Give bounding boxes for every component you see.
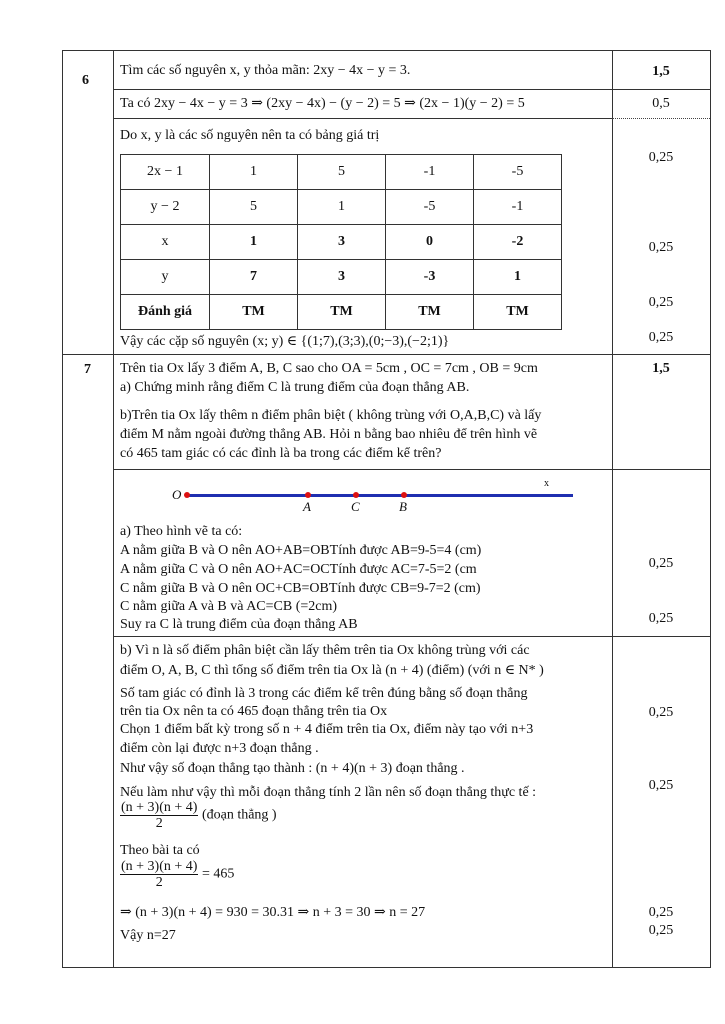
equation-suffix: = 465	[201, 866, 235, 882]
part-b-line: Số tam giác có đỉnh là 3 trong các điểm kể trên đúng bằng số đoạn thẳng	[120, 686, 528, 701]
part-b-line: Như vậy số đoạn thẳng tạo thành : (n + 4)(n + 3) đoạn thẳng .	[120, 761, 465, 776]
table-cell: -3	[386, 260, 474, 295]
row6-sub-divider-1	[113, 89, 711, 90]
row7-problem-points: 1,5	[652, 361, 670, 376]
table-cell: TM	[298, 295, 386, 330]
row6-problem: Tìm các số nguyên x, y thỏa mãn: 2xy − 4x − y = 3.	[120, 63, 411, 78]
part-b-line: b) Vì n là số điểm phân biệt cần lấy thêm trên tia Ox không trùng với các	[120, 643, 530, 658]
fraction	[120, 800, 198, 831]
final-answer: Vậy n=27	[120, 928, 176, 943]
row6-point: 0,25	[648, 240, 674, 255]
part-a-line: A nằm giữa C và O nên AO+AC=OCTính được AC=7-5=2 (cm	[120, 562, 477, 577]
points-dotted-divider	[612, 118, 710, 119]
question-number-6: 6	[82, 73, 89, 88]
table-cell: 5	[298, 155, 386, 190]
fraction	[120, 859, 198, 890]
row7-problem-line: a) Chứng minh rằng điểm C là trung điểm của đoạn thẳng AB.	[120, 380, 470, 395]
fraction-numerator: (n + 3)(n + 4)	[121, 859, 198, 874]
part-b-line: điểm O, A, B, C thì tổng số điểm trên tia Ox là (n + 4) (điểm) (với n ∈ N* )	[120, 663, 544, 678]
table-cell: 1	[210, 155, 298, 190]
part-a-line: A nằm giữa B và O nên AO+AB=OBTính được AB=9-5=4 (cm)	[120, 543, 482, 558]
table-cell: 7	[210, 260, 298, 295]
row6-step1: Ta có 2xy − 4x − y = 3 ⇒ (2xy − 4x) − (y − 2) = 5 ⇒ (2x − 1)(y − 2) = 5	[120, 96, 525, 111]
fraction-line-1	[120, 800, 277, 831]
table-cell: -1	[386, 155, 474, 190]
table-cell: -2	[474, 225, 562, 260]
theo-bai-line: Theo bài ta có	[120, 843, 200, 858]
table-cell: -5	[386, 190, 474, 225]
table-row	[121, 295, 562, 330]
part-b-line: Chọn 1 điểm bất kỳ trong số n + 4 điểm trên tia Ox, điểm này tạo với n+3	[120, 722, 534, 737]
row6-point: 0,25	[648, 330, 674, 345]
row7-sub-divider-1	[113, 469, 711, 470]
table-cell: TM	[210, 295, 298, 330]
table-cell: -1	[474, 190, 562, 225]
implication-line: ⇒ (n + 3)(n + 4) = 930 = 30.31 ⇒ n + 3 = 30 ⇒ n = 27	[120, 905, 426, 920]
part-b-point: 0,25	[648, 705, 674, 720]
table-cell: 3	[298, 260, 386, 295]
row6-sub-divider-2	[113, 118, 612, 119]
part-a-line: a) Theo hình vẽ ta có:	[120, 524, 243, 539]
table-cell: -5	[474, 155, 562, 190]
table-head-cell: Đánh giá	[121, 295, 210, 330]
part-b-line: trên tia Ox nên ta có 465 đoạn thẳng trên tia Ox	[120, 704, 388, 719]
table-cell: 0	[386, 225, 474, 260]
part-a-point: 0,25	[648, 611, 674, 626]
row6-conclusion: Vậy các cặp số nguyên (x; y) ∈ {(1;7),(3;3),(0;−3),(−2;1)}	[120, 334, 450, 349]
value-table	[120, 154, 562, 330]
question-number-7: 7	[84, 362, 91, 377]
points-column-divider	[612, 50, 613, 968]
table-row	[121, 225, 562, 260]
fraction-denominator: 2	[155, 816, 163, 831]
table-row	[121, 260, 562, 295]
part-a-line: C nằm giữa B và O nên OC+CB=OBTính được CB=9-7=2 (cm)	[120, 581, 481, 596]
part-b-line: điểm còn lại được n+3 đoạn thẳng .	[120, 741, 319, 756]
label-c: C	[351, 499, 360, 514]
fraction-denominator: 2	[155, 875, 163, 890]
row6-point: 0,25	[648, 295, 674, 310]
table-head-cell: x	[121, 225, 210, 260]
row7-problem-line: có 465 tam giác có các đỉnh là ba trong các điểm kể trên?	[120, 446, 442, 461]
point-o	[184, 492, 190, 498]
table-cell: 1	[298, 190, 386, 225]
table-cell: 1	[210, 225, 298, 260]
table-head-cell: 2x − 1	[121, 155, 210, 190]
table-cell: TM	[386, 295, 474, 330]
row7-problem-line: Trên tia Ox lấy 3 điểm A, B, C sao cho OA = 5cm , OC = 7cm , OB = 9cm	[120, 361, 538, 376]
row6-problem-points: 1,5	[652, 64, 670, 79]
row6-step1-points: 0,5	[652, 96, 670, 111]
table-head-cell: y	[121, 260, 210, 295]
row6-intro: Do x, y là các số nguyên nên ta có bảng giá trị	[120, 128, 380, 143]
table-head-cell: y − 2	[121, 190, 210, 225]
fraction-line-2	[120, 859, 234, 890]
right-border	[710, 50, 711, 968]
table-cell: 3	[298, 225, 386, 260]
top-border	[62, 50, 711, 51]
part-b-point: 0,25	[648, 923, 674, 938]
row7-problem-line: b)Trên tia Ox lấy thêm n điểm phân biệt ( không trùng với O,A,B,C) và lấy	[120, 408, 542, 423]
part-a-line: C nằm giữa A và B và AC=CB (=2cm)	[120, 599, 338, 614]
part-a-line: Suy ra C là trung điểm của đoạn thẳng AB	[120, 617, 358, 632]
label-x: x	[544, 478, 549, 489]
part-b-point: 0,25	[648, 778, 674, 793]
label-a: A	[303, 499, 311, 514]
number-column-divider	[113, 50, 114, 968]
label-b: B	[399, 499, 407, 514]
row7-sub-divider-2	[113, 636, 711, 637]
left-border	[62, 50, 63, 968]
table-row	[121, 190, 562, 225]
part-b-point: 0,25	[648, 905, 674, 920]
table-cell: 5	[210, 190, 298, 225]
part-a-point: 0,25	[648, 556, 674, 571]
row-divider-6-7	[62, 354, 711, 355]
table-cell: TM	[474, 295, 562, 330]
table-row	[121, 155, 562, 190]
row7-problem-line: điểm M nằm ngoài đường thẳng AB. Hỏi n bằng bao nhiêu để trên hình vẽ	[120, 427, 538, 442]
row6-point: 0,25	[648, 150, 674, 165]
fraction-suffix: (đoạn thẳng )	[201, 807, 277, 823]
bottom-border	[62, 967, 711, 968]
label-o: O	[172, 487, 182, 502]
part-b-line: Nếu làm như vậy thì mỗi đoạn thẳng tính 2 lần nên số đoạn thẳng thực tế :	[120, 785, 537, 800]
table-cell: 1	[474, 260, 562, 295]
point-a	[305, 492, 311, 498]
fraction-numerator: (n + 3)(n + 4)	[121, 800, 198, 815]
point-c	[353, 492, 359, 498]
ray-ox-line	[187, 494, 573, 497]
point-b	[401, 492, 407, 498]
